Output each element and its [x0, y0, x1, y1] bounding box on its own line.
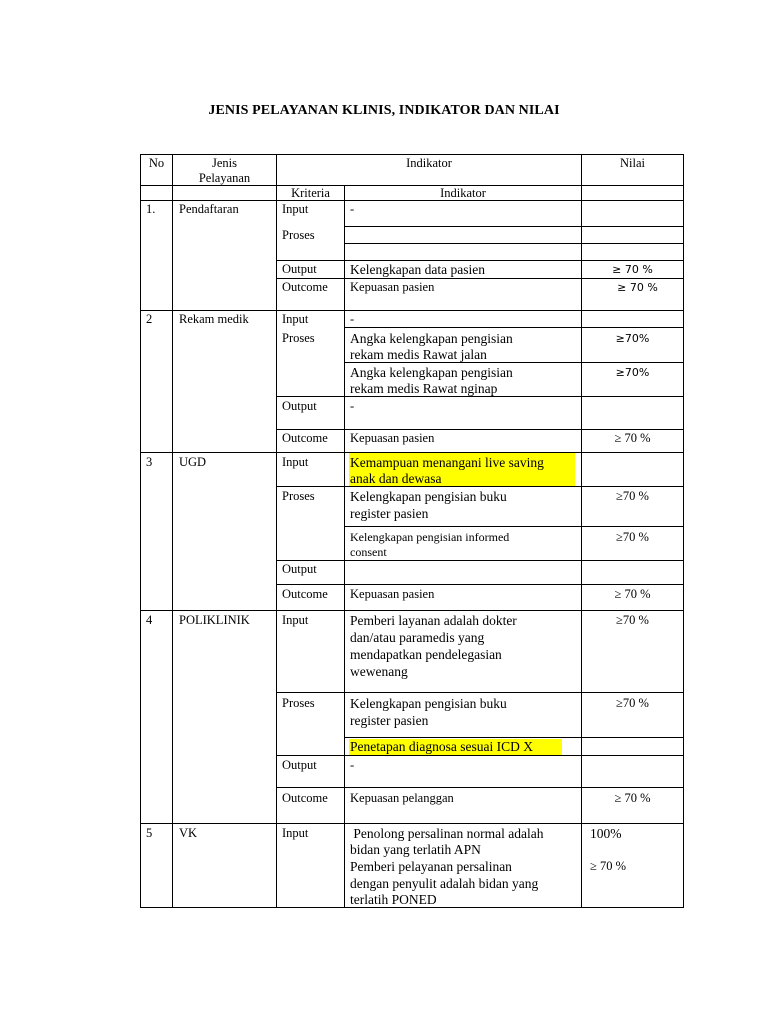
grid-line	[344, 526, 684, 527]
grid-line	[172, 154, 173, 908]
indikator-cell: Kepuasan pelanggan	[350, 791, 454, 805]
nilai-cell: ≥ 70 %	[590, 859, 627, 873]
kriteria-cell: Output	[282, 562, 317, 576]
nilai-cell: ≥ 70 %	[612, 263, 653, 276]
indikator-cell: Kepuasan pasien	[350, 587, 435, 601]
indikator-cell: Kepuasan pasien	[350, 431, 435, 445]
indikator-cell: wewenang	[350, 664, 408, 679]
indikator-cell: Angka kelengkapan pengisian	[350, 331, 513, 346]
grid-line	[140, 154, 141, 908]
indikator-cell: dan/atau paramedis yang	[350, 630, 485, 645]
kriteria-cell: Proses	[282, 228, 315, 242]
header-indikator: Indikator	[406, 156, 452, 170]
kriteria-cell: Proses	[282, 489, 315, 503]
service-name: Rekam medik	[179, 312, 249, 326]
header-kriteria: Kriteria	[291, 186, 330, 200]
nilai-cell: ≥70%	[615, 366, 650, 379]
indikator-cell: -	[350, 202, 355, 216]
indikator-cell: Pemberi pelayanan persalinan	[350, 859, 512, 874]
service-name: UGD	[179, 455, 207, 469]
row-number: 1.	[146, 202, 156, 216]
indikator-cell: register pasien	[350, 506, 429, 521]
header-indikator-sub: Indikator	[440, 186, 486, 200]
kriteria-cell: Outcome	[282, 587, 328, 601]
kriteria-cell: Input	[282, 613, 309, 627]
grid-line	[344, 185, 345, 908]
grid-line	[276, 787, 684, 788]
grid-line	[276, 755, 684, 756]
grid-line	[276, 278, 684, 279]
indikator-cell-highlighted: Penetapan diagnosa sesuai ICD X	[350, 739, 533, 754]
kriteria-cell: Input	[282, 455, 309, 469]
indikator-cell: Pemberi layanan adalah dokter	[350, 613, 517, 628]
indikator-cell-highlighted: Kemampuan menangani live saving	[350, 455, 544, 470]
row-number: 3	[146, 455, 153, 469]
indikator-cell: -	[350, 399, 355, 413]
grid-line	[276, 486, 684, 487]
header-nilai: Nilai	[620, 156, 645, 170]
indikator-cell: bidan yang terlatih APN	[350, 842, 481, 857]
nilai-cell: 100%	[590, 826, 622, 841]
header-jenis-line1: Jenis	[212, 156, 237, 170]
indikator-cell: rekam medis Rawat nginap	[350, 381, 498, 396]
kriteria-cell: Outcome	[282, 280, 328, 294]
nilai-cell: ≥70 %	[616, 530, 649, 544]
indikator-cell: Kelengkapan pengisian buku	[350, 489, 507, 504]
indikator-cell-highlighted: anak dan dewasa	[350, 471, 442, 486]
grid-line	[276, 560, 684, 561]
grid-line	[344, 226, 684, 227]
nilai-cell: ≥70 %	[616, 696, 649, 710]
nilai-cell: ≥70%	[615, 332, 650, 345]
indikator-cell: terlatih PONED	[350, 892, 437, 907]
kriteria-cell: Input	[282, 202, 309, 216]
row-number: 5	[146, 826, 153, 840]
grid-line	[140, 452, 684, 453]
indikator-cell: Kelengkapan pengisian informed	[350, 530, 510, 544]
row-number: 4	[146, 613, 153, 627]
nilai-cell: ≥70 %	[616, 489, 649, 503]
row-number: 2	[146, 312, 153, 326]
kriteria-cell: Outcome	[282, 431, 328, 445]
kriteria-cell: Proses	[282, 331, 315, 345]
indikator-cell: rekam medis Rawat jalan	[350, 347, 487, 362]
kriteria-cell: Outcome	[282, 791, 328, 805]
kriteria-cell: Proses	[282, 696, 315, 710]
kriteria-cell: Input	[282, 826, 309, 840]
grid-line	[140, 823, 684, 824]
page-title: JENIS PELAYANAN KLINIS, INDIKATOR DAN NILAI	[208, 103, 560, 118]
header-jenis-line2: Pelayanan	[198, 171, 251, 185]
grid-line	[344, 243, 684, 244]
kriteria-cell: Output	[282, 262, 317, 276]
grid-line	[276, 584, 684, 585]
indikator-cell: -	[350, 312, 355, 326]
indikator-cell: dengan penyulit adalah bidan yang	[350, 876, 539, 891]
indikator-cell: Angka kelengkapan pengisian	[350, 365, 513, 380]
indikator-cell: consent	[350, 545, 387, 559]
nilai-cell: ≥ 70 %	[614, 587, 651, 601]
indikator-cell: Penolong persalinan normal adalah	[350, 826, 544, 841]
nilai-cell: ≥ 70 %	[617, 281, 658, 294]
indikator-cell: Kelengkapan pengisian buku	[350, 696, 507, 711]
service-name: VK	[179, 826, 198, 840]
grid-line	[276, 154, 277, 908]
nilai-cell: ≥ 70 %	[614, 791, 651, 805]
indikator-cell: register pasien	[350, 713, 429, 728]
nilai-cell: ≥70 %	[616, 613, 649, 627]
indikator-cell: -	[350, 758, 355, 772]
nilai-cell: ≥ 70 %	[614, 431, 651, 445]
service-name: Pendaftaran	[179, 202, 239, 216]
indikator-cell: Kepuasan pasien	[350, 280, 435, 294]
kriteria-cell: Input	[282, 312, 309, 326]
kriteria-cell: Output	[282, 399, 317, 413]
indikator-cell: Kelengkapan data pasien	[350, 262, 485, 277]
grid-line	[683, 154, 684, 908]
grid-line	[276, 692, 684, 693]
grid-line	[344, 327, 684, 328]
service-name: POLIKLINIK	[179, 613, 250, 627]
indikator-cell: mendapatkan pendelegasian	[350, 647, 502, 662]
header-no: No	[148, 156, 165, 170]
grid-line	[140, 610, 684, 611]
kriteria-cell: Output	[282, 758, 317, 772]
